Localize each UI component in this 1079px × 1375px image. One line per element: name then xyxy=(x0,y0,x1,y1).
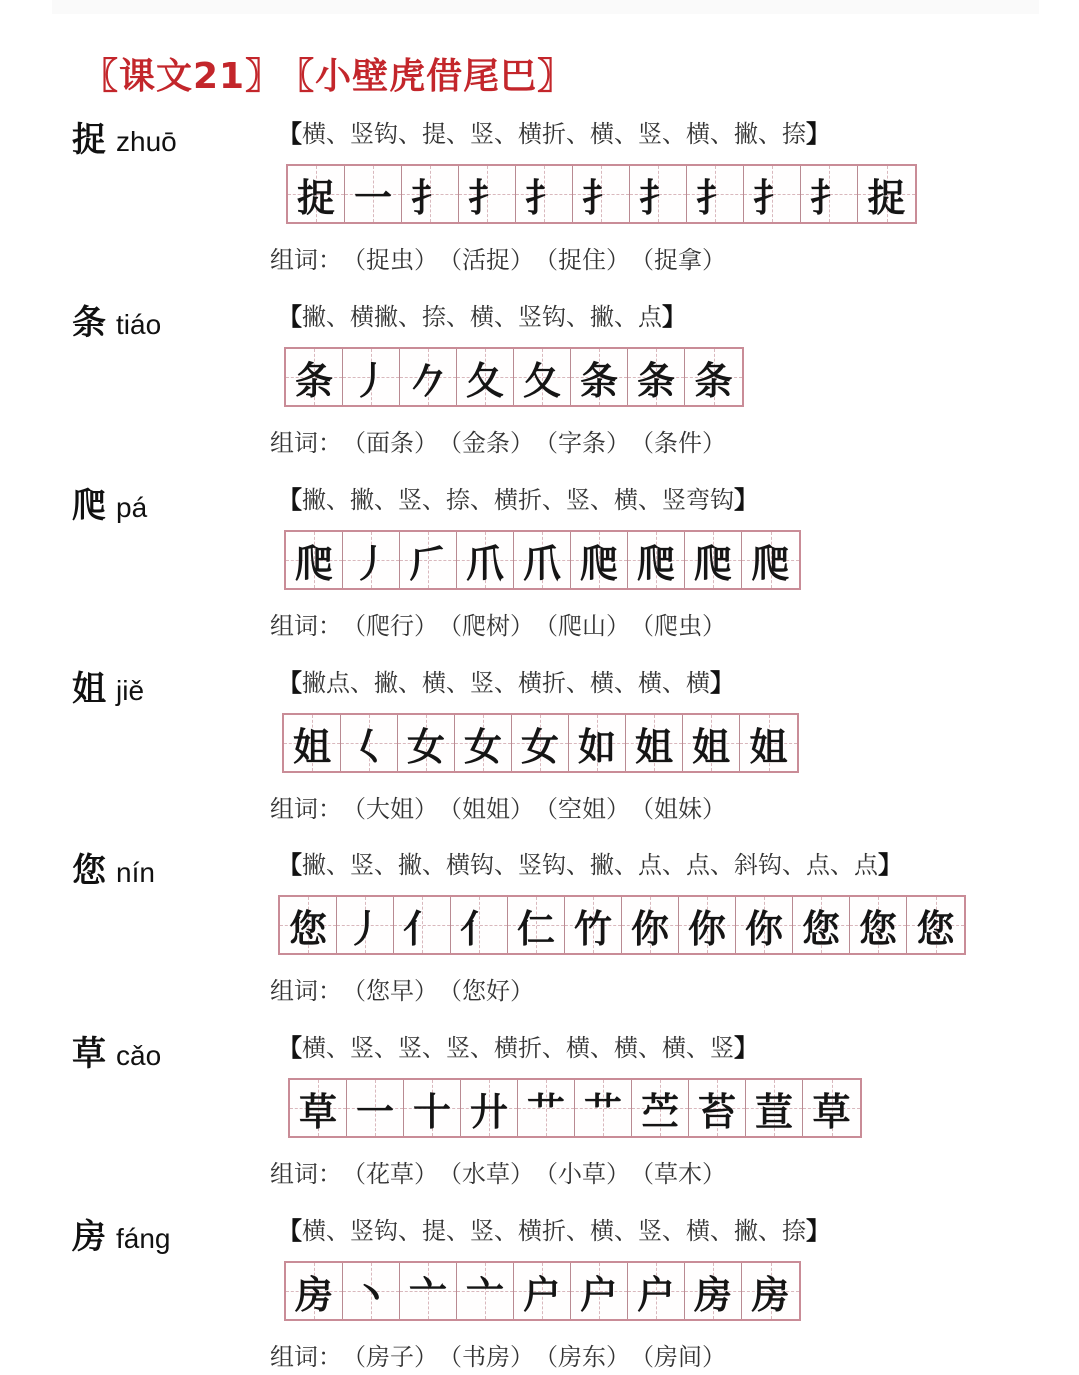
grid-cell-stroke-step xyxy=(685,532,742,588)
word-examples xyxy=(270,971,534,1006)
stroke-glyph: 𡿨 xyxy=(349,724,388,769)
page-title xyxy=(82,48,588,99)
example-word: （房东） xyxy=(546,1343,630,1371)
grid-cell-stroke-step xyxy=(801,166,858,222)
stroke-grid xyxy=(284,1261,801,1321)
stroke-order-text: 【撇、横撇、捺、横、竖钩、撇、点】 xyxy=(278,302,686,331)
grid-cell-stroke-step xyxy=(858,166,915,222)
stroke-glyph: 扌 xyxy=(638,175,677,220)
pinyin: zhuō xyxy=(116,126,177,157)
stroke-glyph: 艹 xyxy=(583,1089,622,1134)
character: 条 xyxy=(72,303,106,343)
stroke-glyph: 女 xyxy=(463,724,502,769)
example-word: （条件） xyxy=(642,429,726,457)
example-word: （爬树） xyxy=(450,612,534,640)
grid-cell-stroke-step xyxy=(575,1080,632,1136)
example-word: （小草） xyxy=(546,1160,630,1188)
grid-cell-full-character xyxy=(288,166,345,222)
grid-cell-stroke-step xyxy=(343,1263,400,1319)
grid-cell-stroke-step xyxy=(398,715,455,771)
stroke-glyph: 扌 xyxy=(581,175,620,220)
grid-cell-stroke-step xyxy=(685,349,742,405)
stroke-glyph: 扌 xyxy=(467,175,506,220)
word-examples xyxy=(270,606,726,641)
word-examples xyxy=(270,789,726,824)
stroke-glyph: 爬 xyxy=(693,541,732,586)
stroke-glyph: 房 xyxy=(751,1272,790,1317)
stroke-glyph: 艹 xyxy=(526,1089,565,1134)
stroke-glyph: 户 xyxy=(579,1272,618,1317)
stroke-names: 撇、竖、撇、横钩、竖钩、撇、点、点、斜钩、点、点 xyxy=(302,851,878,879)
grid-cell-full-character xyxy=(286,1263,343,1319)
stroke-names: 撇、横撇、捺、横、竖钩、撇、点 xyxy=(302,303,662,331)
stroke-grid xyxy=(284,347,744,407)
stroke-names: 横、竖、竖、竖、横折、横、横、横、竖 xyxy=(302,1034,734,1062)
stroke-glyph: 户 xyxy=(636,1272,675,1317)
grid-cell-stroke-step xyxy=(569,715,626,771)
grid-cell-stroke-step xyxy=(573,166,630,222)
grid-cell-stroke-step xyxy=(740,715,797,771)
grid-cell-stroke-step xyxy=(742,1263,799,1319)
example-word: （您早） xyxy=(354,977,438,1005)
character-heading xyxy=(72,295,161,344)
stroke-order-text: 【撇、竖、撇、横钩、竖钩、撇、点、点、斜钩、点、点】 xyxy=(278,850,902,879)
example-word: （字条） xyxy=(546,429,630,457)
character-heading xyxy=(72,661,144,710)
stroke-glyph: 姐 xyxy=(292,724,331,769)
words-label: 组词： xyxy=(270,1160,342,1188)
word-examples xyxy=(270,240,726,275)
stroke-grid xyxy=(288,1078,862,1138)
character-heading xyxy=(72,478,147,527)
stroke-glyph: 你 xyxy=(630,906,669,951)
stroke-glyph: 竹 xyxy=(573,906,612,951)
pinyin: tiáo xyxy=(116,309,162,340)
character-heading xyxy=(72,1026,161,1075)
stroke-glyph: 捉 xyxy=(296,175,335,220)
example-word: （捉住） xyxy=(546,246,630,274)
stroke-glyph: 𠂆 xyxy=(408,541,447,586)
grid-cell-stroke-step xyxy=(400,349,457,405)
character: 姐 xyxy=(72,669,106,709)
character-heading xyxy=(72,112,177,161)
grid-cell-stroke-step xyxy=(341,715,398,771)
stroke-glyph: 丶 xyxy=(351,1272,390,1317)
words-label: 组词： xyxy=(270,1343,342,1371)
stroke-glyph: 条 xyxy=(294,358,333,403)
words-label: 组词： xyxy=(270,795,342,823)
character: 您 xyxy=(72,851,106,891)
stroke-glyph: 条 xyxy=(636,358,675,403)
stroke-glyph: 捉 xyxy=(867,175,906,220)
lesson-number: 〖课文21〗 xyxy=(82,56,283,97)
character: 爬 xyxy=(72,486,106,526)
grid-cell-stroke-step xyxy=(457,349,514,405)
example-word: （姐妹） xyxy=(642,795,726,823)
grid-cell-stroke-step xyxy=(461,1080,518,1136)
grid-cell-stroke-step xyxy=(565,897,622,953)
words-label: 组词： xyxy=(270,246,342,274)
stroke-glyph: 扌 xyxy=(695,175,734,220)
grid-cell-stroke-step xyxy=(742,532,799,588)
example-word: （您好） xyxy=(450,977,534,1005)
grid-cell-stroke-step xyxy=(512,715,569,771)
stroke-glyph: 您 xyxy=(916,906,955,951)
grid-cell-stroke-step xyxy=(746,1080,803,1136)
example-word: （房间） xyxy=(642,1343,726,1371)
character: 草 xyxy=(72,1034,106,1074)
grid-cell-stroke-step xyxy=(337,897,394,953)
grid-cell-full-character xyxy=(290,1080,347,1136)
stroke-grid xyxy=(284,530,801,590)
grid-cell-stroke-step xyxy=(744,166,801,222)
stroke-glyph: 扌 xyxy=(809,175,848,220)
example-word: （爬虫） xyxy=(642,612,726,640)
stroke-glyph: 一 xyxy=(353,175,392,220)
grid-cell-stroke-step xyxy=(516,166,573,222)
grid-cell-stroke-step xyxy=(907,897,964,953)
stroke-glyph: 爬 xyxy=(751,541,790,586)
grid-cell-full-character xyxy=(284,715,341,771)
example-word: （水草） xyxy=(450,1160,534,1188)
stroke-glyph: 苎 xyxy=(640,1089,679,1134)
stroke-glyph: 亻 xyxy=(402,906,441,951)
stroke-glyph: 您 xyxy=(288,906,327,951)
pinyin: pá xyxy=(116,492,148,523)
stroke-glyph: 廾 xyxy=(469,1089,508,1134)
stroke-grid xyxy=(286,164,917,224)
example-word: （书房） xyxy=(450,1343,534,1371)
grid-cell-stroke-step xyxy=(400,532,457,588)
example-word: （爬行） xyxy=(354,612,438,640)
stroke-grid xyxy=(282,713,799,773)
words-label: 组词： xyxy=(270,977,342,1005)
stroke-glyph: 爬 xyxy=(294,541,333,586)
example-word: （空姐） xyxy=(546,795,630,823)
stroke-glyph: 女 xyxy=(520,724,559,769)
grid-cell-stroke-step xyxy=(850,897,907,953)
stroke-order-text: 【横、竖、竖、竖、横折、横、横、横、竖】 xyxy=(278,1033,758,1062)
stroke-glyph: 丿 xyxy=(351,541,390,586)
stroke-glyph: 扌 xyxy=(410,175,449,220)
stroke-glyph: 女 xyxy=(406,724,445,769)
example-word: （金条） xyxy=(450,429,534,457)
words-label: 组词： xyxy=(270,612,342,640)
grid-cell-full-character xyxy=(286,532,343,588)
grid-cell-stroke-step xyxy=(687,166,744,222)
stroke-order-text: 【横、竖钩、提、竖、横折、横、竖、横、撇、捺】 xyxy=(278,119,830,148)
stroke-order-text: 【撇、撇、竖、捺、横折、竖、横、竖弯钩】 xyxy=(278,485,758,514)
grid-cell-stroke-step xyxy=(571,349,628,405)
page-top-shade xyxy=(52,0,1039,14)
grid-cell-stroke-step xyxy=(402,166,459,222)
words-label: 组词： xyxy=(270,429,342,457)
stroke-glyph: 草 xyxy=(298,1089,337,1134)
grid-cell-stroke-step xyxy=(394,897,451,953)
grid-cell-stroke-step xyxy=(628,1263,685,1319)
stroke-names: 横、竖钩、提、竖、横折、横、竖、横、撇、捺 xyxy=(302,120,806,148)
grid-cell-stroke-step xyxy=(514,532,571,588)
grid-cell-full-character xyxy=(280,897,337,953)
stroke-glyph: 荁 xyxy=(754,1089,793,1134)
example-word: （捉虫） xyxy=(354,246,438,274)
grid-cell-stroke-step xyxy=(736,897,793,953)
stroke-glyph: 扌 xyxy=(524,175,563,220)
stroke-glyph: 你 xyxy=(687,906,726,951)
grid-cell-stroke-step xyxy=(457,1263,514,1319)
stroke-glyph: 条 xyxy=(694,358,733,403)
stroke-glyph: 房 xyxy=(693,1272,732,1317)
character: 房 xyxy=(72,1217,106,1257)
example-word: （面条） xyxy=(354,429,438,457)
pinyin: jiě xyxy=(116,675,145,706)
stroke-names: 撇、撇、竖、捺、横折、竖、横、竖弯钩 xyxy=(302,486,734,514)
grid-cell-stroke-step xyxy=(632,1080,689,1136)
pinyin: fáng xyxy=(116,1223,171,1254)
character-heading xyxy=(72,843,155,892)
stroke-glyph: 姐 xyxy=(634,724,673,769)
grid-cell-stroke-step xyxy=(400,1263,457,1319)
grid-cell-stroke-step xyxy=(683,715,740,771)
example-word: （捉拿） xyxy=(642,246,726,274)
grid-cell-stroke-step xyxy=(514,349,571,405)
grid-cell-stroke-step xyxy=(345,166,402,222)
example-word: （草木） xyxy=(642,1160,726,1188)
word-examples xyxy=(270,1337,726,1372)
example-word: （活捉） xyxy=(450,246,534,274)
stroke-grid xyxy=(278,895,966,955)
character-heading xyxy=(72,1209,171,1258)
stroke-glyph: 十 xyxy=(412,1089,451,1134)
stroke-glyph: 房 xyxy=(294,1272,333,1317)
stroke-glyph: 爬 xyxy=(636,541,675,586)
grid-cell-stroke-step xyxy=(343,532,400,588)
stroke-glyph: 您 xyxy=(858,906,897,951)
stroke-glyph: 丿 xyxy=(345,906,384,951)
grid-cell-stroke-step xyxy=(628,349,685,405)
stroke-glyph: 丿 xyxy=(351,358,390,403)
stroke-glyph: 姐 xyxy=(749,724,788,769)
example-word: （花草） xyxy=(354,1160,438,1188)
grid-cell-stroke-step xyxy=(803,1080,860,1136)
stroke-glyph: 你 xyxy=(744,906,783,951)
grid-cell-stroke-step xyxy=(679,897,736,953)
word-examples xyxy=(270,1154,726,1189)
stroke-glyph: 夂 xyxy=(522,358,561,403)
grid-cell-stroke-step xyxy=(571,532,628,588)
stroke-glyph: 姐 xyxy=(691,724,730,769)
grid-cell-stroke-step xyxy=(508,897,565,953)
pinyin: nín xyxy=(116,857,155,888)
stroke-glyph: 草 xyxy=(812,1089,851,1134)
stroke-order-text: 【撇点、撇、横、竖、横折、横、横、横】 xyxy=(278,668,734,697)
stroke-names: 横、竖钩、提、竖、横折、横、竖、横、撇、捺 xyxy=(302,1217,806,1245)
stroke-order-text: 【横、竖钩、提、竖、横折、横、竖、横、撇、捺】 xyxy=(278,1216,830,1245)
grid-cell-stroke-step xyxy=(514,1263,571,1319)
grid-cell-stroke-step xyxy=(630,166,687,222)
stroke-glyph: 如 xyxy=(577,724,616,769)
stroke-glyph: 您 xyxy=(801,906,840,951)
stroke-glyph: 爪 xyxy=(465,541,504,586)
grid-cell-stroke-step xyxy=(347,1080,404,1136)
example-word: （姐姐） xyxy=(450,795,534,823)
stroke-glyph: 亠 xyxy=(408,1272,447,1317)
grid-cell-full-character xyxy=(286,349,343,405)
example-word: （房子） xyxy=(354,1343,438,1371)
stroke-glyph: 爬 xyxy=(579,541,618,586)
stroke-glyph: 扌 xyxy=(752,175,791,220)
word-examples xyxy=(270,423,726,458)
example-word: （大姐） xyxy=(354,795,438,823)
grid-cell-stroke-step xyxy=(451,897,508,953)
stroke-glyph: 条 xyxy=(579,358,618,403)
stroke-glyph: 亻 xyxy=(459,906,498,951)
grid-cell-stroke-step xyxy=(457,532,514,588)
lesson-name: 〖小壁虎借尾巴〗 xyxy=(296,56,575,97)
stroke-glyph: 𠂊 xyxy=(408,358,447,403)
grid-cell-stroke-step xyxy=(793,897,850,953)
grid-cell-stroke-step xyxy=(685,1263,742,1319)
grid-cell-stroke-step xyxy=(689,1080,746,1136)
character: 捉 xyxy=(72,120,106,160)
grid-cell-stroke-step xyxy=(518,1080,575,1136)
stroke-glyph: 夂 xyxy=(465,358,504,403)
stroke-glyph: 一 xyxy=(355,1089,394,1134)
grid-cell-stroke-step xyxy=(622,897,679,953)
stroke-glyph: 苔 xyxy=(697,1089,736,1134)
grid-cell-stroke-step xyxy=(404,1080,461,1136)
stroke-names: 撇点、撇、横、竖、横折、横、横、横 xyxy=(302,669,710,697)
grid-cell-stroke-step xyxy=(459,166,516,222)
grid-cell-stroke-step xyxy=(343,349,400,405)
example-word: （爬山） xyxy=(546,612,630,640)
stroke-glyph: 户 xyxy=(522,1272,561,1317)
grid-cell-stroke-step xyxy=(628,532,685,588)
stroke-glyph: 爪 xyxy=(522,541,561,586)
pinyin: cǎo xyxy=(116,1040,162,1071)
grid-cell-stroke-step xyxy=(626,715,683,771)
grid-cell-stroke-step xyxy=(571,1263,628,1319)
grid-cell-stroke-step xyxy=(455,715,512,771)
stroke-glyph: 仁 xyxy=(516,906,555,951)
stroke-glyph: 亠 xyxy=(465,1272,504,1317)
